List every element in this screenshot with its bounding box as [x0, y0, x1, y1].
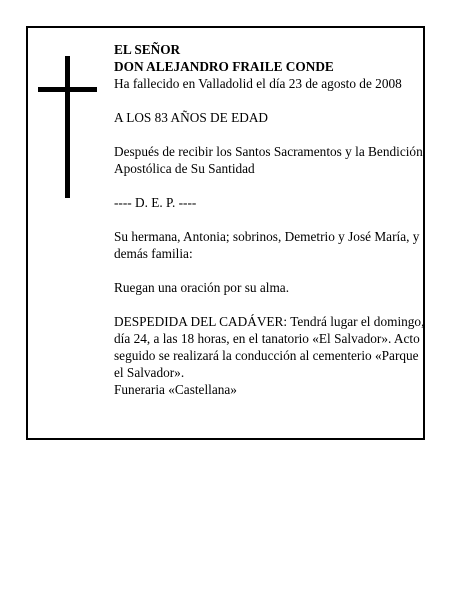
- farewell-label: DESPEDIDA DEL CADÁVER:: [114, 314, 288, 329]
- obituary-notice: [26, 26, 425, 440]
- prayer-line: Ruegan una oración por su alma.: [114, 280, 290, 295]
- age-line: A LOS 83 AÑOS DE EDAD: [114, 110, 269, 125]
- dep-line: ---- D. E. P. ----: [114, 195, 197, 210]
- notice-text: [114, 41, 426, 398]
- cross-vertical-bar: [65, 56, 70, 198]
- title-line: EL SEÑOR: [114, 42, 181, 57]
- family-line: Su hermana, Antonia; sobrinos, Demetrio y José María, y demás familia:: [114, 229, 420, 261]
- farewell-text: Tendrá lugar el domingo, día 24, a las 18 horas, en el tanatorio «El Salvador». Acto seguido se realizará la conducción al cementerio «Parque el Salvador».: [114, 314, 425, 380]
- deceased-name: DON ALEJANDRO FRAILE CONDE: [114, 59, 334, 74]
- latin-cross-icon: [38, 56, 98, 198]
- funeral-home: Funeraria «Castellana»: [114, 382, 237, 397]
- cross-horizontal-bar: [38, 87, 97, 92]
- death-announcement: Ha fallecido en Valladolid el día 23 de agosto de 2008: [114, 76, 402, 91]
- sacraments-line: Después de recibir los Santos Sacramentos y la Bendición Apostólica de Su Santidad: [114, 144, 423, 176]
- farewell-paragraph: [114, 313, 426, 381]
